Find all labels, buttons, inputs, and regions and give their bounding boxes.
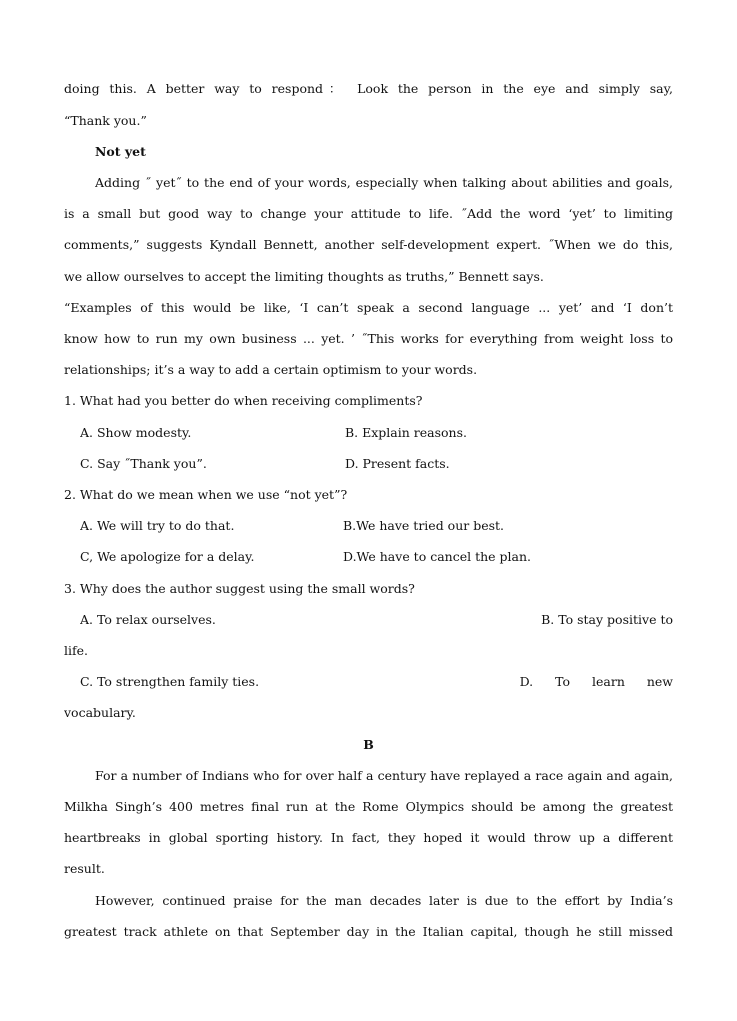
passage-line: “Thank you.” <box>64 113 147 128</box>
option: C. To strengthen family ties. <box>80 674 260 689</box>
passage-line: relationships; it’s a way to add a certain optimism to your words. <box>64 362 478 377</box>
option-continuation: life. <box>64 643 88 658</box>
passage-line: is a small but good way to change your attitude to life. ˝Add the word ‘yet’ to limiting <box>64 206 673 221</box>
option-row <box>80 549 673 565</box>
passage-line: comments,” suggests Kyndall Bennett, another self-development expert. ˝When we do this, <box>64 237 673 252</box>
option: C. Say ˝Thank you”. <box>80 456 207 471</box>
option: D.We have to cancel the plan. <box>343 549 532 564</box>
passage-line: doing this. A better way to respond： Look the person in the eye and simply say, <box>64 81 673 96</box>
question-text: 2. What do we mean when we use “not yet”? <box>64 487 348 502</box>
option-row <box>80 612 673 628</box>
passage-line: result. <box>64 861 105 876</box>
option: B. Explain reasons. <box>345 425 467 440</box>
option-continuation: vocabulary. <box>64 705 136 720</box>
passage-line: “Examples of this would be like, ‘I can’t speak a second language ... yet’ and ‘I don’t <box>64 300 673 315</box>
section-heading: B <box>363 737 374 752</box>
option: D. To learn new <box>519 674 673 689</box>
question-text: 3. Why does the author suggest using the small words? <box>64 581 415 596</box>
option: C, We apologize for a delay. <box>80 549 255 564</box>
option-row <box>80 518 673 534</box>
option: A. To relax ourselves. <box>80 612 216 627</box>
option-row <box>80 425 673 441</box>
section-heading: Not yet <box>95 144 146 159</box>
passage-line: Adding ˝ yet˝ to the end of your words, especially when talking about abilities and goals, <box>95 175 673 190</box>
option: B. To stay positive to <box>541 612 673 627</box>
passage-line: Milkha Singh’s 400 metres final run at the Rome Olympics should be among the greatest <box>64 799 673 814</box>
passage-line: we allow ourselves to accept the limiting thoughts as truths,” Bennett says. <box>64 269 544 284</box>
option: A. We will try to do that. <box>80 518 235 533</box>
passage-line: greatest track athlete on that September day in the Italian capital, though he still missed <box>64 924 673 939</box>
passage-line: know how to run my own business ... yet. ’ ˝This works for everything from weight loss to <box>64 331 673 346</box>
option: D. Present facts. <box>345 456 450 471</box>
option-row <box>80 456 673 472</box>
passage-line: For a number of Indians who for over half a century have replayed a race again and again, <box>95 768 673 783</box>
option: A. Show modesty. <box>80 425 192 440</box>
option-row <box>80 674 673 690</box>
question-text: 1. What had you better do when receiving compliments? <box>64 393 423 408</box>
option: B.We have tried our best. <box>343 518 504 533</box>
passage-line: However, continued praise for the man decades later is due to the effort by India’s <box>95 893 673 908</box>
passage-line: heartbreaks in global sporting history. In fact, they hoped it would throw up a different <box>64 830 673 845</box>
